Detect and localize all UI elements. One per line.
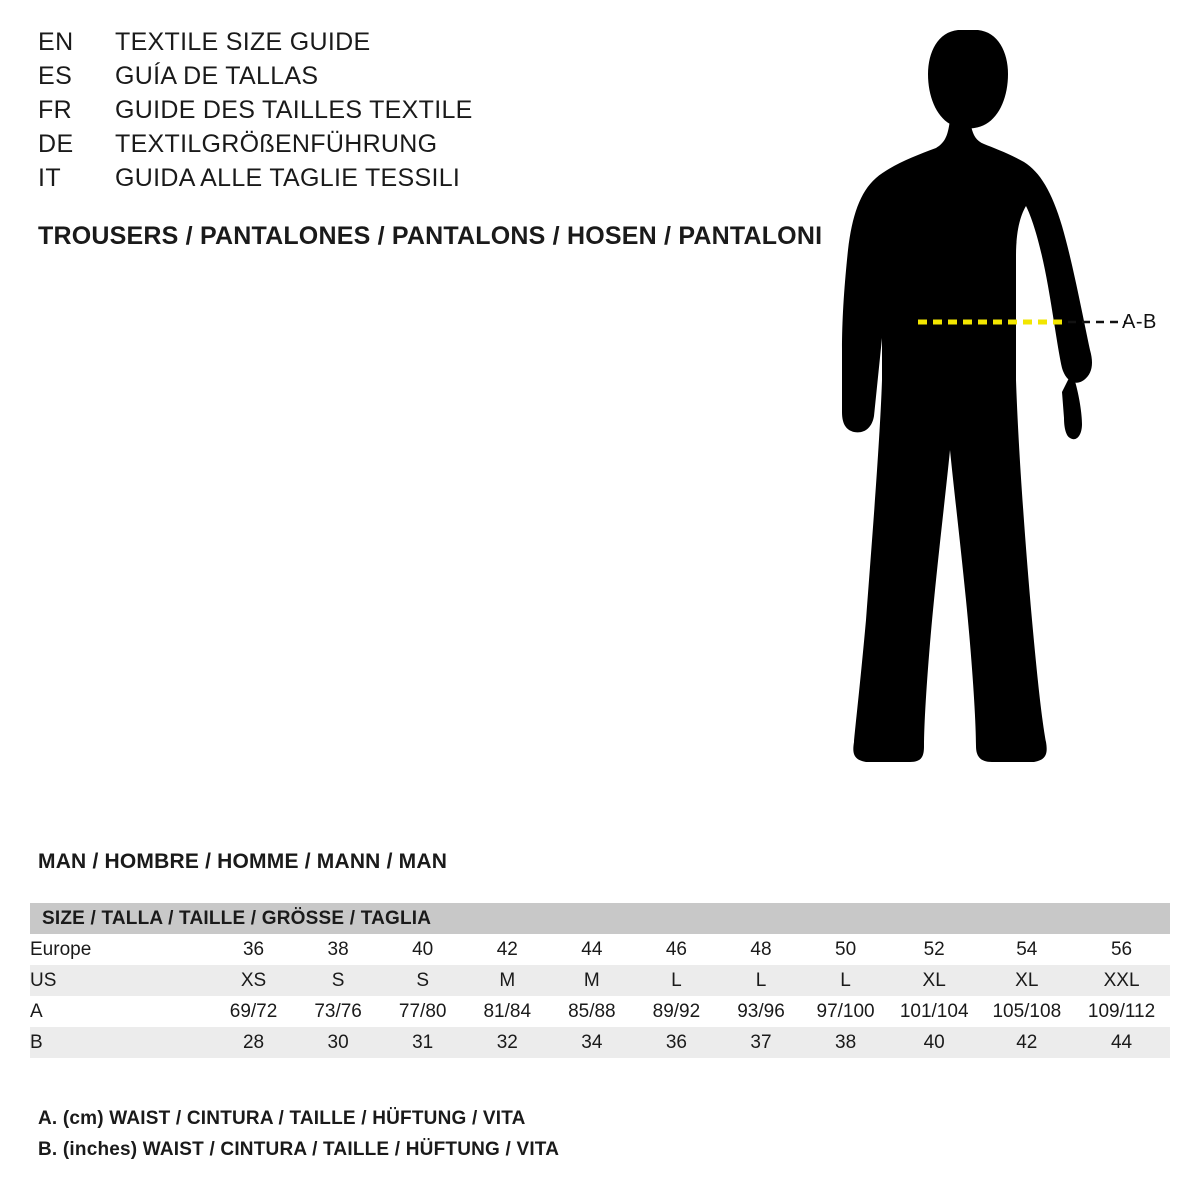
table-cell: 105/108: [980, 996, 1073, 1027]
table-cell: 31: [380, 1027, 465, 1058]
language-row: [38, 98, 798, 123]
table-cell: 42: [980, 1027, 1073, 1058]
table-cell: 38: [803, 1027, 888, 1058]
footnotes-block: [38, 1108, 559, 1170]
table-cell: 36: [634, 1027, 719, 1058]
footnote-a: A. (cm) WAIST / CINTURA / TAILLE / HÜFTUNG / VITA: [38, 1108, 526, 1129]
table-cell: XL: [888, 965, 981, 996]
language-title: GUIDA ALLE TAGLIE TESSILI: [115, 164, 461, 192]
measure-label-ab: A-B: [1122, 311, 1157, 333]
gender-section-title: MAN / HOMBRE / HOMME / MANN / MAN: [38, 850, 448, 873]
row-label: A: [30, 996, 211, 1027]
language-title: GUIDE DES TAILLES TEXTILE: [115, 96, 473, 124]
table-cell: 28: [211, 1027, 296, 1058]
language-code: EN: [38, 28, 74, 56]
male-silhouette-icon: [810, 20, 1190, 810]
table-cell: 44: [1073, 1027, 1170, 1058]
table-header-row: [30, 903, 1170, 934]
language-title: TEXTILGRÖßENFÜHRUNG: [115, 130, 438, 158]
table-cell: L: [719, 965, 804, 996]
table-cell: 52: [888, 934, 981, 965]
table-cell: 93/96: [719, 996, 804, 1027]
table-row: [30, 965, 1170, 996]
language-code: IT: [38, 164, 62, 192]
table-cell: 37: [719, 1027, 804, 1058]
footnote-b: B. (inches) WAIST / CINTURA / TAILLE / HÜFTUNG / VITA: [38, 1139, 560, 1160]
table-cell: 56: [1073, 934, 1170, 965]
figure-illustration: [810, 20, 1190, 810]
table-cell: 42: [465, 934, 550, 965]
table-cell: 40: [380, 934, 465, 965]
language-row: [38, 64, 798, 89]
row-label: US: [30, 965, 211, 996]
language-title: TEXTILE SIZE GUIDE: [115, 28, 371, 56]
table-cell: 101/104: [888, 996, 981, 1027]
table-cell: 73/76: [296, 996, 381, 1027]
table-cell: XS: [211, 965, 296, 996]
table-cell: M: [550, 965, 635, 996]
table-cell: 54: [980, 934, 1073, 965]
table-row: [30, 934, 1170, 965]
table-cell: 97/100: [803, 996, 888, 1027]
table-cell: 81/84: [465, 996, 550, 1027]
table-cell: 109/112: [1073, 996, 1170, 1027]
table-cell: 85/88: [550, 996, 635, 1027]
language-code: FR: [38, 96, 73, 124]
table-row: [30, 996, 1170, 1027]
language-title: GUÍA DE TALLAS: [115, 62, 319, 90]
table-cell: 89/92: [634, 996, 719, 1027]
row-label: Europe: [30, 934, 211, 965]
table-cell: 44: [550, 934, 635, 965]
language-code: ES: [38, 62, 73, 90]
table-cell: 50: [803, 934, 888, 965]
table-cell: 40: [888, 1027, 981, 1058]
table-cell: 48: [719, 934, 804, 965]
table-cell: 30: [296, 1027, 381, 1058]
table-cell: 36: [211, 934, 296, 965]
table-cell: 34: [550, 1027, 635, 1058]
table-cell: L: [803, 965, 888, 996]
language-row: [38, 30, 798, 55]
table-cell: S: [380, 965, 465, 996]
table-cell: 32: [465, 1027, 550, 1058]
table-cell: M: [465, 965, 550, 996]
table-row: [30, 1027, 1170, 1058]
table-cell: 38: [296, 934, 381, 965]
row-label: B: [30, 1027, 211, 1058]
table-header-label: SIZE / TALLA / TAILLE / GRÖSSE / TAGLIA: [30, 903, 1170, 934]
table-cell: 69/72: [211, 996, 296, 1027]
table-cell: XL: [980, 965, 1073, 996]
language-row: [38, 166, 798, 191]
garment-type-line: TROUSERS / PANTALONES / PANTALONS / HOSEN / PANTALONI: [38, 222, 823, 250]
size-table: [30, 903, 1170, 1058]
language-title-block: [38, 30, 798, 200]
table-cell: XXL: [1073, 965, 1170, 996]
table-cell: L: [634, 965, 719, 996]
language-code: DE: [38, 130, 74, 158]
table-cell: 77/80: [380, 996, 465, 1027]
table-cell: S: [296, 965, 381, 996]
language-row: [38, 132, 798, 157]
table-cell: 46: [634, 934, 719, 965]
